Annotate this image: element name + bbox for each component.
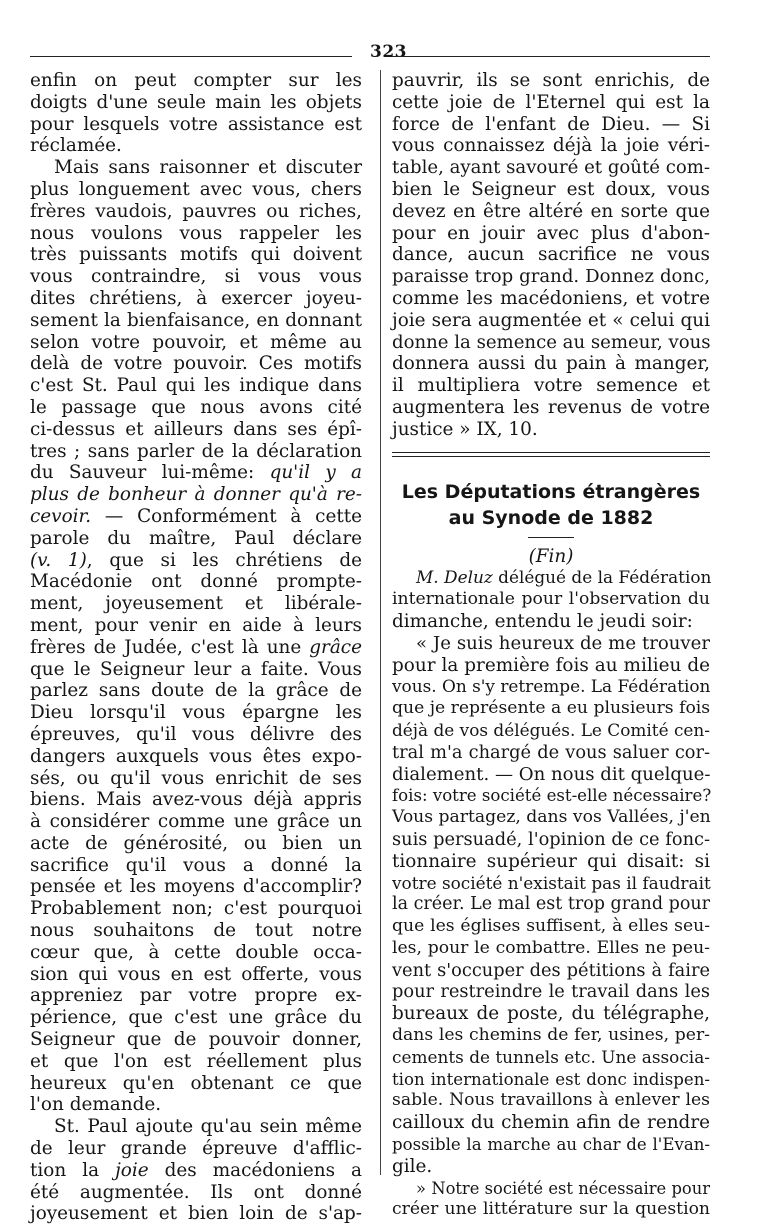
text-line: pauvrir, ils se sont enrichis, de	[392, 70, 710, 91]
text-line: donne la semence au semeur, vous	[392, 331, 711, 353]
emphasis-run: grâce	[309, 636, 362, 658]
text-line: nous voulons vous rappeler les	[30, 222, 362, 244]
text-line: « Je suis heureux de me trouver	[416, 632, 710, 654]
text-line: la créer. Le mal est trop grand pour	[392, 894, 710, 915]
text-line: suis persuadé, l'opinion de ce fonc-	[392, 828, 710, 850]
text-line	[30, 1160, 362, 1182]
text-line: biens. Mais avez-vous déjà appris	[30, 789, 362, 811]
text-line: tral m'a chargé de vous saluer cor-	[392, 741, 710, 763]
text-line: internationale pour l'observation du	[392, 589, 710, 610]
text-line: à considérer comme une grâce un	[30, 811, 362, 833]
text-line: ci-dessus et ailleurs dans ses épî-	[30, 418, 362, 440]
text-line: que je représente a eu plusieurs fois	[392, 698, 711, 719]
text-line: dialement. — On nous dit quelque-	[392, 763, 711, 785]
text-line: comme les macédoniens, et votre	[392, 287, 710, 309]
text-line: tion internationale est donc indispen-	[392, 1069, 710, 1089]
text-line: acte de générosité, ou bien un	[30, 832, 362, 854]
text-line: joyeusement et bien loin de s'ap-	[30, 1203, 362, 1225]
text-line: les, pour le combattre. Elles ne peu-	[392, 937, 710, 958]
quote-line: plus de bonheur à donner qu'à re-	[30, 484, 362, 506]
section-separator	[392, 452, 710, 457]
text-line: possible la marche au char de l'Evan-	[392, 1135, 710, 1155]
text-line: et que l'on est réellement plus	[30, 1050, 362, 1072]
text-line: pensée et les moyens d'accomplir?	[30, 876, 362, 898]
text-run: tion la	[30, 1159, 100, 1181]
text-line: cailloux du chemin afin de rendre	[392, 1112, 710, 1134]
text-line: fois: votre société est-elle nécessaire?	[392, 786, 712, 806]
text-line: très puissants motifs qui doivent	[30, 244, 362, 266]
text-line	[392, 567, 710, 589]
text-line: appreniez par votre propre ex-	[30, 985, 362, 1007]
text-line: Probablement non; c'est pourquoi	[30, 898, 362, 920]
text-line	[30, 637, 362, 659]
quote-run: qu'il y a	[269, 462, 362, 484]
text-line: Dieu lorsqu'il vous épargne les	[30, 702, 362, 724]
text-line: donnera aussi du pain à manger,	[392, 353, 710, 375]
text-line: justice » IX, 10.	[392, 418, 538, 440]
text-line: doigts d'une seule main les objets	[30, 91, 362, 113]
text-run: frères de Judée, c'est là une	[30, 636, 302, 658]
quote-run: cevoir.	[30, 505, 92, 527]
text-line: déjà de vos délégués. Le Comité cen-	[392, 719, 710, 740]
text-line: force de l'enfant de Dieu. — Si	[392, 113, 710, 135]
title-rule	[528, 537, 574, 538]
verse-reference: (v. 1)	[30, 549, 87, 571]
text-run: des macédoniens a	[148, 1159, 362, 1181]
text-line: que les églises suffisent, à elles seu-	[392, 916, 710, 937]
text-line: sés, ou qu'il vous enrichit de ses	[30, 767, 362, 789]
page-number: 323	[370, 42, 407, 62]
text-line: dans les chemins de fer, usines, per-	[392, 1025, 710, 1046]
text-line: il multipliera votre semence et	[392, 375, 710, 397]
text-line: gile.	[392, 1155, 433, 1177]
text-line: St. Paul ajoute qu'au sein même	[54, 1116, 362, 1138]
article-title: Les Députations étrangères	[401, 480, 701, 503]
text-line: tionnaire supérieur qui disait: si	[392, 850, 710, 872]
text-line: pour la première fois au milieu de	[392, 654, 710, 676]
text-line: été augmentée. Ils ont donné	[30, 1181, 362, 1203]
text-line: parlez sans doute de la grâce de	[30, 680, 362, 702]
text-line: Mais sans raisonner et discuter	[54, 157, 362, 179]
text-line: Seigneur que de pouvoir donner,	[30, 1029, 362, 1051]
text-line: sion qui vous en est offerte, vous	[30, 963, 362, 985]
text-line: sacrifice qu'il vous a donné la	[30, 854, 362, 876]
text-line: devez en être altéré en sorte que	[392, 200, 710, 222]
text-line: paraisse trop grand. Donnez donc,	[392, 266, 710, 288]
text-run: , que si les chrétiens de	[86, 549, 363, 571]
text-line: sement la bienfaisance, en donnant	[30, 309, 362, 331]
text-line	[30, 462, 362, 484]
emphasis-run: joie	[115, 1159, 149, 1181]
text-line: réclamée.	[30, 135, 122, 157]
right-column	[392, 70, 710, 1221]
left-column	[30, 70, 362, 1225]
text-line: enfin on peut compter sur les	[30, 70, 362, 91]
text-line: cette joie de l'Eternel qui est la	[392, 91, 710, 113]
text-line: dites chrétiens, à exercer joyeu-	[30, 287, 362, 309]
text-line: augmentera les revenus de votre	[392, 396, 710, 418]
text-run: — Conformément à cette	[91, 505, 362, 527]
text-line: delà de votre pouvoir. Ces motifs	[30, 353, 362, 375]
text-line: dangers auxquels vous êtes expo-	[30, 745, 362, 767]
text-line: cœur que, à cette double occa-	[30, 941, 362, 963]
text-line: selon votre pouvoir, et même au	[30, 331, 362, 353]
column-divider	[380, 70, 381, 1175]
article-subtitle: au Synode de 1882	[448, 506, 654, 529]
text-line: c'est St. Paul qui les indique dans	[30, 375, 362, 397]
text-line: pour lesquels votre assistance est	[30, 113, 362, 135]
text-line: frères vaudois, pauvres ou riches,	[30, 200, 362, 222]
text-line: vous. On s'y retrempe. La Fédération	[392, 676, 711, 697]
speaker-name: M. Deluz	[416, 567, 493, 588]
continuation-note: (Fin)	[528, 545, 574, 567]
text-line: ment, joyeusement et libérale-	[30, 593, 362, 615]
text-line: Vous partagez, dans vos Vallées, j'en	[392, 807, 711, 828]
text-line: créer une littérature sur la question	[392, 1199, 710, 1220]
text-line: que le Seigneur leur a faite. Vous	[30, 658, 362, 680]
text-line: dimanche, entendu le jeudi soir:	[392, 610, 693, 632]
text-line: dance, aucun sacrifice ne vous	[392, 244, 710, 266]
text-line: l'on demande.	[30, 1094, 162, 1116]
text-line: Macédonie ont donné prompte-	[30, 571, 362, 593]
text-line: parole du maître, Paul déclare	[30, 527, 362, 549]
text-line: tres ; sans parler de la déclaration	[30, 440, 362, 462]
text-line: pour en jouir avec plus d'abon-	[392, 222, 710, 244]
text-line: épreuves, qu'il vous délivre des	[30, 723, 362, 745]
text-line: nous souhaitons de tout notre	[30, 920, 362, 942]
text-line: vous contraindre, si vous vous	[30, 266, 362, 288]
text-run: délégué de la Fédération	[492, 567, 712, 588]
header-rule-left	[30, 56, 352, 57]
text-line: table, ayant savouré et goûté com-	[392, 157, 710, 179]
text-line: vous connaissez déjà la joie véri-	[392, 135, 710, 157]
text-line: de leur grande épreuve d'afflic-	[30, 1138, 362, 1160]
text-line	[30, 550, 362, 572]
text-line: cements de tunnels etc. Une associa-	[392, 1046, 710, 1067]
text-run: du Sauveur lui-même:	[30, 462, 255, 484]
text-line: le passage que nous avons cité	[30, 396, 362, 418]
header-rule-right	[392, 56, 710, 57]
text-line: heureux qu'en obtenant ce que	[30, 1072, 362, 1094]
text-line: bien le Seigneur est doux, vous	[392, 178, 710, 200]
text-line: ment, pour venir en aide à leurs	[30, 614, 362, 636]
text-line: sable. Nous travaillons à enlever les	[392, 1090, 710, 1111]
text-line	[30, 506, 362, 528]
text-line: périence, que c'est une grâce du	[30, 1007, 362, 1029]
text-line: plus longuement avec vous, chers	[30, 178, 362, 200]
text-line: votre société n'existait pas il faudrait	[392, 872, 711, 893]
text-line: » Notre société est nécessaire pour	[416, 1178, 710, 1198]
text-line: pour restreindre le travail dans les	[392, 981, 710, 1003]
text-line: joie sera augmentée et « celui qui	[392, 309, 710, 331]
text-line: vent s'occuper des pétitions à faire	[392, 959, 710, 981]
text-line: bureaux de poste, du télégraphe,	[392, 1003, 710, 1025]
